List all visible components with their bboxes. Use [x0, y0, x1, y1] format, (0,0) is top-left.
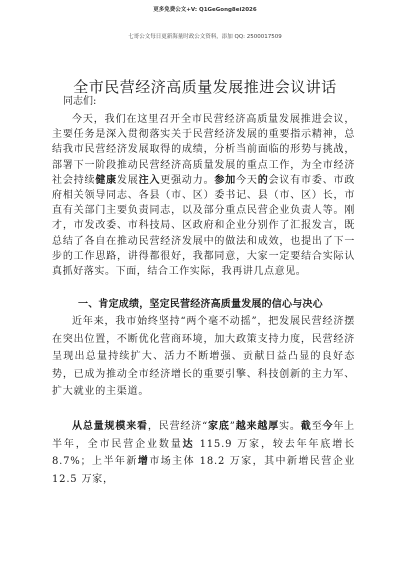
intro-block	[52, 112, 355, 279]
paragraph-achievements: 近年来，我市始终坚持“两个毫不动摇”，把发展民营经济摆在突出位置，不断优化营商环境，加大政策支持力度，民营经济呈现出总量持续扩大、活力不断增强、贡献日益凸显的良好态势，已成为推动全市经济增长的重要引擎、科技创新的主力军、扩大就业的主渠道。	[52, 316, 355, 397]
document-title: 全市民营经济高质量发展推进会议讲话	[73, 78, 337, 96]
scale-block	[52, 418, 355, 488]
paragraph-intro: 今天，我们在这里召开全市民营经济高质量发展推进会议，主要任务是深入贯彻落实关于民营经济发展的重要指示精神，总结我市民营经济发展取得的成绩，分析当前面临的形势与挑战，部署下一阶段推动民营经济高质量发展的重点工作，为全市经济社会持续健康发展注入更强动力。参加今天的会议有市委、市政府相关领导同志、各县（市、区）委书记、县（市、区）长，市直有关部门主要负责同志，以及部分重点民营企业负责人等。刚才，市发改委、市科技局、区政府和企业分别作了汇报发言，既总结了各自在推动民营经济发展中的做法和成效，也提出了下一步的工作思路，讲得都很好，我都同意，大家一定要结合实际认真抓好落实。下面，结合工作实际，我再讲几点意见。	[52, 114, 355, 278]
section-body	[52, 313, 355, 401]
salutation: 同志们:	[63, 96, 97, 107]
header-sub-line: 七哥公文每日更新海量时政公文资料，添加 QQ: 2500017509	[128, 34, 282, 40]
paragraph-scale: 从总量规模来看，民营经济“家底”越来越厚实。截至今年上半年，全市民营企业数量达 115.9 万家，较去年年底增长 8.7%；上半年新增市场主体 18.2 万家，其中新增民营企业 12.5 万家，	[52, 421, 355, 485]
header-promo-line: 更多免费公文+V: Q1GeGong8ei2026	[153, 7, 257, 13]
section-heading: 一、肯定成绩，坚定民营经济高质量发展的信心与决心	[78, 299, 323, 310]
